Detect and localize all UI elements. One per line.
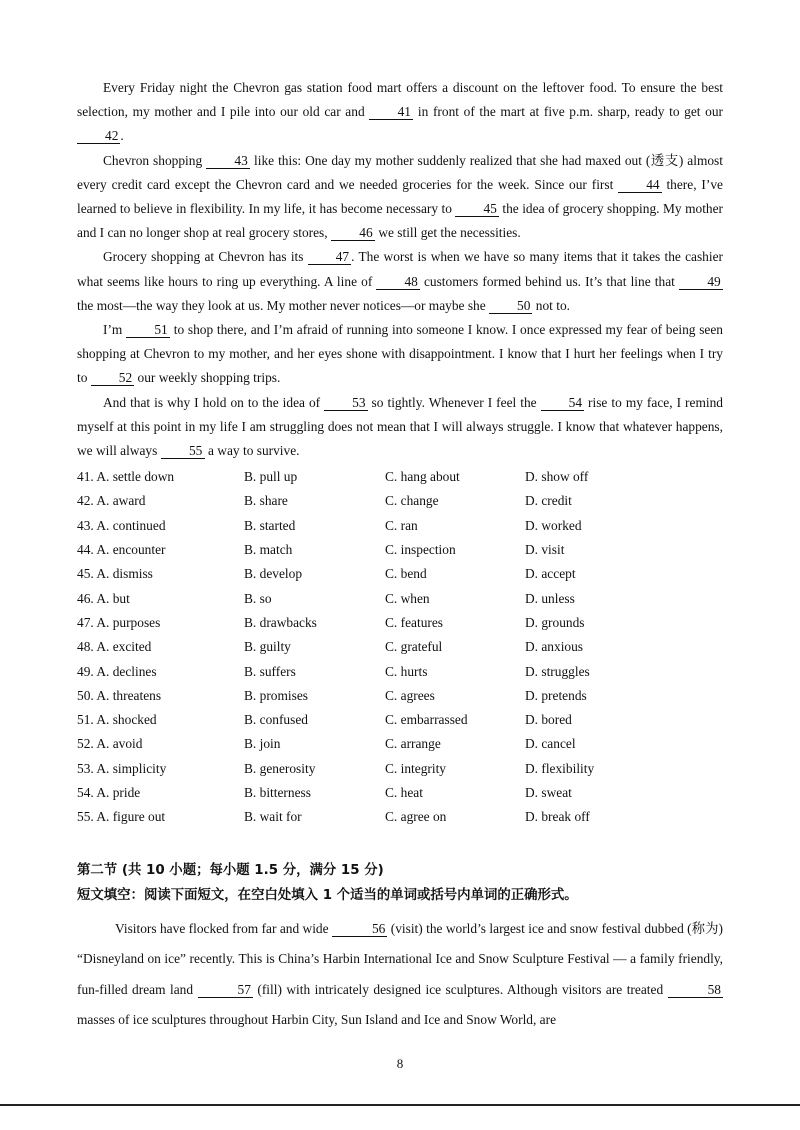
text: our weekly shopping trips. xyxy=(134,370,281,386)
option-c[interactable]: C. embarrassed xyxy=(385,712,468,728)
text: Grocery shopping at Chevron has its xyxy=(103,249,308,265)
blank-44[interactable]: 44 xyxy=(618,177,661,193)
paragraph xyxy=(77,914,723,1035)
blank-51[interactable]: 51 xyxy=(126,322,170,338)
page-number: 8 xyxy=(396,1056,404,1071)
blank-43[interactable]: 43 xyxy=(206,153,250,169)
text: And that is why I hold on to the idea of xyxy=(103,394,325,410)
option-row xyxy=(77,538,717,562)
option-c[interactable]: C. heat xyxy=(385,785,423,800)
text: not to. xyxy=(532,297,571,313)
option-b[interactable]: B. generosity xyxy=(244,760,316,776)
option-a[interactable]: 41. A. settle down xyxy=(77,469,175,485)
option-c[interactable]: C. agree on xyxy=(385,809,447,825)
option-d[interactable]: D. worked xyxy=(525,517,582,533)
text: the most—the way they look at us. My mother never notices—or maybe she xyxy=(77,297,490,313)
option-b[interactable]: B. pull up xyxy=(244,469,298,485)
text: Visitors have flocked from far and wide xyxy=(115,921,332,936)
option-d[interactable]: D. break off xyxy=(525,809,590,825)
text: rise to my face, I remind myself at this point in my life I am struggling does not mean that I will always struggle. I know that whatever happens, we will always xyxy=(77,394,723,459)
option-row xyxy=(77,586,717,610)
text: . xyxy=(120,128,124,144)
option-d[interactable]: D. unless xyxy=(525,590,575,606)
option-a[interactable]: 47. A. purposes xyxy=(77,614,161,630)
grammar-fill-passage xyxy=(77,914,723,1035)
text: masses of ice sculptures throughout Harbin City, Sun Island and Ice and Snow World, are xyxy=(77,1011,557,1027)
paragraph-3 xyxy=(77,245,723,318)
option-b[interactable]: B. match xyxy=(244,542,293,558)
option-a[interactable]: 50. A. threatens xyxy=(77,687,162,703)
blank-50[interactable]: 50 xyxy=(489,298,532,314)
text: . The worst is when we have so many items that it takes the cashier what seems like hours to ring up everything. A line of xyxy=(77,249,723,289)
text: Chevron shopping xyxy=(103,152,207,168)
option-c[interactable]: C. hurts xyxy=(385,663,428,679)
option-a[interactable]: 45. A. dismiss xyxy=(77,566,153,582)
paragraph-1 xyxy=(77,76,723,149)
section-2-header xyxy=(77,858,578,908)
text: customers formed behind us. It’s that line that xyxy=(419,273,680,289)
option-row xyxy=(77,684,717,708)
option-row xyxy=(77,489,717,513)
option-c[interactable]: C. bend xyxy=(385,566,427,582)
option-b[interactable]: B. confused xyxy=(244,712,308,728)
text: a way to survive. xyxy=(204,443,300,459)
option-a[interactable]: 46. A. but xyxy=(77,590,130,606)
blank-54[interactable]: 54 xyxy=(541,395,584,411)
option-c[interactable]: C. hang about xyxy=(385,469,460,485)
blank-57[interactable]: 57 xyxy=(198,982,253,998)
section-2-heading: 第二节 (共 10 小题；每小题 1.5 分，满分 15 分) xyxy=(77,863,384,878)
text: there, I’ve learned to believe in flexibility. In my life, it has become necessary to xyxy=(77,176,723,217)
option-b[interactable]: B. wait for xyxy=(244,809,302,825)
footer-rule xyxy=(0,1104,800,1106)
option-c[interactable]: C. ran xyxy=(385,517,418,533)
option-d[interactable]: D. credit xyxy=(525,493,572,509)
option-d[interactable]: D. cancel xyxy=(525,736,576,752)
option-row xyxy=(77,781,717,805)
option-d[interactable]: D. anxious xyxy=(525,639,584,655)
option-b[interactable]: B. suffers xyxy=(244,663,296,679)
text: (fill) with intricately designed ice sculptures. Although visitors are treated xyxy=(252,981,668,997)
text: the idea of grocery shopping. My mother and I can no longer shop at real grocery stores, xyxy=(77,201,724,241)
option-b[interactable]: B. so xyxy=(244,590,272,606)
text: to shop there, and I’m afraid of running into someone I know. I once expressed my fear of being seen shopping at Chevron to my mother, and her eyes shone with disappointment. I know that I hurt her feelings when I try to xyxy=(77,322,723,386)
option-a[interactable]: 52. A. avoid xyxy=(77,736,143,752)
option-d[interactable]: D. bored xyxy=(525,712,572,728)
option-c[interactable]: C. features xyxy=(385,614,444,630)
section-2-instructions: 短文填空：阅读下面短文，在空白处填入 1 个适当的单词或括号内单词的正确形式。 xyxy=(77,888,578,903)
option-a[interactable]: 44. A. encounter xyxy=(77,542,166,558)
option-c[interactable]: C. grateful xyxy=(385,639,443,655)
option-a[interactable]: 48. A. excited xyxy=(77,639,152,655)
blank-56[interactable]: 56 xyxy=(332,921,387,937)
option-b[interactable]: B. bitterness xyxy=(244,785,311,800)
option-a[interactable]: 43. A. continued xyxy=(77,517,166,533)
option-c[interactable]: C. inspection xyxy=(385,542,456,558)
option-a[interactable]: 51. A. shocked xyxy=(77,712,157,728)
option-b[interactable]: B. guilty xyxy=(244,639,291,655)
option-d[interactable]: D. pretends xyxy=(525,687,587,703)
option-c[interactable]: C. integrity xyxy=(385,760,446,776)
blank-41[interactable]: 41 xyxy=(369,104,413,120)
text: so tightly. Whenever I feel the xyxy=(367,394,541,410)
option-row xyxy=(77,805,717,829)
option-d[interactable]: D. flexibility xyxy=(525,760,595,776)
option-c[interactable]: C. agrees xyxy=(385,687,435,703)
option-a[interactable]: 55. A. figure out xyxy=(77,809,166,825)
blank-42[interactable]: 42 xyxy=(77,128,120,144)
option-d[interactable]: D. grounds xyxy=(525,614,585,630)
option-row xyxy=(77,708,717,732)
answer-options xyxy=(77,465,717,829)
paragraph-4 xyxy=(77,318,723,391)
option-row xyxy=(77,611,717,635)
option-c[interactable]: C. when xyxy=(385,590,430,606)
blank-55[interactable]: 55 xyxy=(161,443,205,459)
text: in front of the mart at five p.m. sharp, ready to get our xyxy=(413,104,723,120)
option-a[interactable]: 53. A. simplicity xyxy=(77,760,167,776)
option-c[interactable]: C. change xyxy=(385,493,439,509)
option-d[interactable]: D. show off xyxy=(525,469,589,485)
paragraph-5 xyxy=(77,391,723,464)
text: we still get the necessities. xyxy=(374,225,521,241)
option-row xyxy=(77,635,717,659)
option-row xyxy=(77,465,717,489)
blank-58[interactable]: 58 xyxy=(668,982,723,998)
option-b[interactable]: B. started xyxy=(244,517,296,533)
option-c[interactable]: C. arrange xyxy=(385,736,441,752)
blank-46[interactable]: 46 xyxy=(331,225,375,241)
blank-47[interactable]: 47 xyxy=(308,249,351,265)
blank-45[interactable]: 45 xyxy=(455,201,498,217)
text: I’m xyxy=(103,322,127,338)
option-row xyxy=(77,732,717,756)
option-b[interactable]: B. develop xyxy=(244,566,303,582)
option-a[interactable]: 54. A. pride xyxy=(77,785,141,800)
cloze-passage xyxy=(77,76,723,463)
option-b[interactable]: B. share xyxy=(244,493,288,509)
text: Every Friday night the Chevron gas station food mart offers a discount on the leftover food. To ensure the best selection, my mother and I pile into our old car and xyxy=(77,80,723,120)
paragraph-2 xyxy=(77,149,723,246)
option-a[interactable]: 42. A. award xyxy=(77,493,146,509)
option-d[interactable]: D. accept xyxy=(525,566,576,582)
option-d[interactable]: D. struggles xyxy=(525,663,590,679)
text: like this: One day my mother suddenly realized that she had maxed out (透支) almost every credit card except the Chevron card and we needed groceries for the week. Since our first xyxy=(77,152,723,192)
option-b[interactable]: B. drawbacks xyxy=(244,614,317,630)
option-b[interactable]: B. promises xyxy=(244,687,308,703)
option-row xyxy=(77,659,717,683)
option-row xyxy=(77,757,717,781)
blank-49[interactable]: 49 xyxy=(679,274,723,290)
text: (visit) the world’s largest ice and snow festival dubbed (称为) “Disneyland on ice” recently. This is China’s Harbin International Ice and Snow Sculpture Festival — a family friendly, fun-filled dream land xyxy=(77,921,723,997)
option-d[interactable]: D. visit xyxy=(525,542,565,558)
option-d[interactable]: D. sweat xyxy=(525,785,572,800)
blank-53[interactable]: 53 xyxy=(324,395,367,411)
blank-52[interactable]: 52 xyxy=(91,370,134,386)
option-row xyxy=(77,562,717,586)
blank-48[interactable]: 48 xyxy=(376,274,419,290)
option-row xyxy=(77,514,717,538)
option-a[interactable]: 49. A. declines xyxy=(77,663,157,679)
option-b[interactable]: B. join xyxy=(244,736,281,752)
